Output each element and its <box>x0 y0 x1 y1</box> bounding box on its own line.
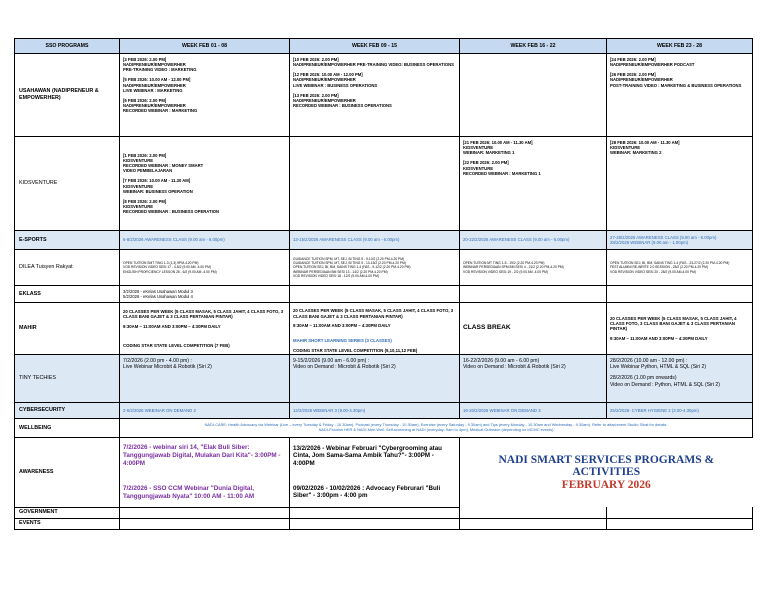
cell-line: RECORDED WEBINAR : MONEY SMART <box>123 163 204 169</box>
cell-line: VOD REVISION VIDEO SESI 17 - 4-5/2 (9.00 AM -4.00 PM) <box>123 265 211 270</box>
awareness-w2-lines <box>293 445 456 500</box>
cell-line: [21 FEB 2026: 10.00 AM - 11.30 AM] <box>463 140 533 145</box>
mahir-short-learning: MAHIR SHORT LEARNING SERIES (3 CLASSES) <box>293 337 392 343</box>
cell-line: [28 FEB 2026: 10.00 AM - 11.30 AM] <box>610 140 680 145</box>
cell-line: 9-15/2/2026 (9.00 am - 6.00 pm) : <box>293 358 370 364</box>
cell-line: OPEN TUITION SEJ, BI, BM, SAINS TING 1-4 (FAS - 23-27/2 (2.20 PM-4.20 PM) <box>610 261 730 266</box>
usahawan-week-1 <box>120 54 290 137</box>
cell-line: OPEN TUITION SEJ, BI, BM, SAINS TING 1-4 (FAS - 9-12/2 (2.20 PM-4.20 PM) <box>293 265 411 270</box>
events-week-2 <box>290 518 460 529</box>
header-week-3: WEEK FEB 16 - 22 <box>460 39 607 54</box>
row-dilea <box>15 250 753 286</box>
program-dilea: DILEA Tuisyen Rakyat <box>15 250 120 286</box>
dilea-week-3 <box>460 250 607 286</box>
cell-line: [22 FEB 2026: 2.00 PM] <box>463 160 509 166</box>
cell-line: VOD REVISION VIDEO SESI 20 - 28/2 (9.00 AM-4.00 PM) <box>610 269 696 274</box>
awareness-w1-lines <box>123 444 286 500</box>
cell-line: [5 FEB 2026: 10.00 AM - 12.00 PM] <box>123 77 191 83</box>
dilea-w2-lines <box>293 257 456 277</box>
cell-line: 16-22/2/2026 (9.00 am - 6.00 pm) <box>463 358 540 364</box>
cell-line: 3/2/2026 - eKelas Usahawan Modul 3 <box>123 288 193 294</box>
schedule-table <box>14 38 753 530</box>
header-week-4: WEEK FEB 23 - 28 <box>607 39 753 54</box>
cell-line: NADIPRENEUR/EMPOWERHER <box>610 77 673 83</box>
wellbeing-all-weeks <box>120 419 753 438</box>
cell-line: 09/02/2026 - 10/02/2026 : Advocacy Februrari "Buli Siber" - 3:00pm - 4:00 pm <box>293 484 441 500</box>
usahawan-week-4 <box>607 54 753 137</box>
government-week-4 <box>607 507 753 518</box>
cybersecurity-week-3: 16-20/2/2026 WEBINAR ON DEMAND 3 <box>460 403 607 419</box>
eklass-w1-lines <box>123 289 286 299</box>
dilea-w1-lines <box>123 261 286 273</box>
dilea-w3-lines <box>463 261 603 273</box>
banner-line-1: NADI SMART SERVICES PROGRAMS & <box>498 453 715 466</box>
events-week-3 <box>460 518 607 529</box>
cell-line: KIDSVENTURE <box>463 145 494 151</box>
usahawan-week-2 <box>290 54 460 137</box>
header-week-2: WEEK FEB 09 - 15 <box>290 39 460 54</box>
esports-week-3: 20-22/2/2026 AWARENESS CLASS (9.00 am - 6.00pm) <box>460 231 607 250</box>
row-esports <box>15 231 753 250</box>
esports-week-1: 6-8/2/2026 AWARENESS CLASS (9.00 am - 6.00pm) <box>120 231 290 250</box>
esports-w4-webinar: 28/2/2026 WEBINAR (9.00 am - 1.00pm) <box>610 240 689 245</box>
cell-line: GUIDANCE TUITION SPM, MT, SEJ, BI TING 5 - 13-15/2 (2.20 PM-4.20 PM) <box>293 261 406 266</box>
government-week-1 <box>120 507 290 518</box>
usahawan-week-3 <box>460 54 607 137</box>
program-esports: E-SPORTS <box>15 231 120 250</box>
esports-week-2: 13-15/2/2026 AWARENESS CLASS (9.00 am - 6.00pm) <box>290 231 460 250</box>
cell-line: VOD REVISION VIDEO SESI 18 - 12/2 (9.00 AM-4.00 PM) <box>293 273 379 278</box>
cell-line: KIDSVENTURE <box>610 145 641 151</box>
cell-line: 9:30AM – 11:00AM AND 3:00PM – 4:30PM DAILY <box>293 323 391 329</box>
cell-line: 13/2/2026 - Webinar Februari "Cybergrooming atau Cinta, Jom Sama-Sama Ambik Tahu?"- 3:00PM - 4:00PM <box>293 444 442 467</box>
cell-line: KIDSVENTURE <box>123 203 154 209</box>
cell-line: Video on Demand : Microbit & Robotik (Siri 2) <box>293 364 396 371</box>
mahir-week-4 <box>607 303 753 355</box>
cell-line: FEST ALUMNI RE-WRITE 2.0 SESSION - 28/2 (2.20 PM-4.20 PM) <box>610 265 708 270</box>
cell-line: NADIPRENEUR/EMPOWERHER <box>123 82 186 88</box>
tinytechies-w4-lines <box>610 358 749 388</box>
wellbeing-nadi-flourish: NADI-Flourish HER & NADI-Men Well: Self-screening at NADI (everyday: 9am to 4pm), Medical Outreach (depending on MCMC events) <box>318 427 554 432</box>
kidsventure-week-4 <box>607 137 753 231</box>
row-eklass <box>15 286 753 303</box>
cell-line: NADIPRENEUR/EMPOWERHER <box>123 102 186 108</box>
cell-line: 7/2/2026 - webinar siri 14, "Elak Buli Siber: Tanggungjawab Digital, Mulakan Dari Kita"- 3:00PM - 4:00PM <box>123 444 281 467</box>
cell-line <box>123 474 286 479</box>
cell-line: NADIPRENEUR/EMPOWERHER <box>293 77 356 83</box>
mahir-w1-lines <box>123 309 286 348</box>
kidsventure-w1-lines <box>123 153 286 214</box>
cell-line: OPEN TUITION SMT TING 1-3 (1,3) 9PM-4.20 PM) <box>123 261 199 266</box>
cell-line: [6 FEB 2026: 2.00 PM] <box>123 97 167 103</box>
cell-line: RECORDED WEBINAR : MARKETING 1 <box>463 170 541 176</box>
banner-line-2: ACTIVITIES <box>572 466 641 479</box>
cell-line: WEBINAR: MARKETING 2 <box>610 150 662 156</box>
cell-line: VIDEO PEMBELAJARAN <box>123 168 173 174</box>
mahir-w2-lines <box>293 308 456 328</box>
kidsventure-w4-lines <box>610 140 749 155</box>
cell-line: Video on Demand : Python, HTML & SQL (Siri 2) <box>610 381 720 388</box>
header-row <box>15 39 753 54</box>
mahir-week-1 <box>120 303 290 355</box>
row-government <box>15 507 753 518</box>
eklass-week-3 <box>460 286 607 303</box>
program-government: GOVERNMENT <box>15 507 120 518</box>
cybersecurity-week-2: 12/2/2026 WEBINAR 3 (9.00-4.30pm) <box>290 403 460 419</box>
cell-line: Live Webinar Python, HTML & SQL (Siri 2) <box>610 364 707 371</box>
cell-line: [26 FEB 2026: 2.00 PM] <box>610 72 656 78</box>
cell-line: WEBINAR PERSEDIAAN SPM BM SESI 4 - 21/2 (2.20 PM-4.20 PM) <box>463 265 564 270</box>
header-programs: SSO PROGRAMS <box>15 39 120 54</box>
tinytechies-week-1 <box>120 355 290 403</box>
cell-line: [24 FEB 2026: 2.00 PM] <box>610 57 656 62</box>
eklass-week-4 <box>607 286 753 303</box>
cell-line: RECORDED WEBINAR : BUSINESS OPERATIONS <box>293 102 392 108</box>
cell-line <box>123 333 286 338</box>
government-week-3 <box>460 507 607 518</box>
row-mahir <box>15 303 753 355</box>
cell-line: POST-TRAINING VIDEO : MARKETING & BUSINESS OPERATIONS <box>610 82 742 88</box>
cybersecurity-week-1: 2-6/2/2026 WEBINAR ON DEMAND 2 <box>120 403 290 419</box>
tinytechies-week-3 <box>460 355 607 403</box>
cell-line: 9:30AM – 11:00AM AND 3:00PM – 4:30PM DAILY <box>123 323 221 329</box>
cell-line: NADIPRENEUR/EMPOWERHER PODCAST <box>610 62 695 68</box>
usahawan-w1-lines <box>123 57 286 113</box>
cell-line: [12 FEB 2026: 10.00 AM - 12.00 PM] <box>293 72 363 78</box>
dilea-week-4 <box>607 250 753 286</box>
kidsventure-w3-lines <box>463 140 603 176</box>
cell-line: KIDSVENTURE <box>123 183 154 189</box>
cell-line: WEBINAR: BUSINESS OPERATION <box>123 188 193 194</box>
cell-line: 20 CLASSES PER WEEK (5 CLASS MASAK, 5 CLASS JAHIT, 4 CLASS FOTO, 3 CLASS BANI GAJET & 3 CLASS PERTANIAN PINTAR) <box>610 315 737 332</box>
mahir-coding-star: CODING STAR STATE LEVEL COMPETITION (9,10,11,12 FEB) <box>293 347 418 353</box>
government-week-2 <box>290 507 460 518</box>
cell-line: [8 FEB 2026: 2.00 PM] <box>123 198 167 204</box>
cell-line: [7 FEB 2026: 10.00 AM - 11.30 AM] <box>123 178 191 184</box>
cell-line: 20 CLASSES PER WEEK (5 CLASS MASAK, 5 CLASS JAHIT, 4 CLASS FOTO, 3 CLASS BANI GAJET & 3 CLASS PERTANIAN PINTAR) <box>293 308 454 319</box>
cell-line: 28/2/2026 (10.00 am - 12.00 pm) : <box>610 358 688 364</box>
dilea-week-2 <box>290 250 460 286</box>
dilea-w4-lines <box>610 261 749 273</box>
cell-line: [10 FEB 2026: 2.00 PM] <box>293 57 339 62</box>
events-week-1 <box>120 518 290 529</box>
nadi-banner-cell <box>460 438 753 508</box>
cell-line: 7/2/2026 - SSO CCM Webinar "Dunia Digital, Tanggungjawab Nyata" 10:00 AM - 11:00 AM <box>123 484 255 500</box>
row-kidsventure <box>15 137 753 231</box>
mahir-class-break: CLASS BREAK <box>460 303 607 355</box>
cell-line: ENGLISH PROFICIENCY LESSON 26 - 6/2 (9.00 AM -4.00 PM) <box>123 269 217 274</box>
awareness-week-1 <box>120 438 290 508</box>
program-kidsventure: KIDSVENTURE <box>15 137 120 231</box>
mahir-week-2 <box>290 303 460 355</box>
cell-line: 7/2/2026 (2.00 pm - 4.00 pm) : <box>123 358 192 364</box>
tinytechies-week-2 <box>290 355 460 403</box>
tinytechies-w3-lines <box>463 358 603 370</box>
cell-line: 9:30AM – 11:00AM AND 3:00PM – 4:30PM DAILY <box>610 335 708 341</box>
cell-line: [1 FEB 2026: 2.00 PM] <box>123 152 167 158</box>
row-wellbeing <box>15 419 753 438</box>
kidsventure-week-2 <box>290 137 460 231</box>
cell-line: 5/2/2026 - eKelas Usahawan Modul 4 <box>123 294 193 299</box>
wellbeing-nadi-care: NADI-CARE: Health Advocacy via Webinar (Live – every Tuesday & Friday - 10.30am), Podcast (every Thursday - 10.30am), Exercise (every Saturday - 9.30am) and Tips (every Monday - 10.30am and Wednesday - 9.30am). Refer to attachment Studio Sihat for details. <box>204 422 668 428</box>
usahawan-w2-lines <box>293 57 456 108</box>
program-tinytechies: TINY TECHIES <box>15 355 120 403</box>
cell-line: PRE-TRAINING VIDEO : MARKETING <box>123 67 197 73</box>
cell-line: NADIPRENEUR/EMPOWERHER <box>293 97 356 103</box>
mahir-w4-lines <box>610 316 749 341</box>
dilea-week-1 <box>120 250 290 286</box>
row-usahawan <box>15 54 753 137</box>
header-week-1: WEEK FEB 01 - 08 <box>120 39 290 54</box>
cell-line: VOD REVISION VIDEO SESI 19 - 2/2 (9.00 AM -4.00 PM) <box>463 269 549 274</box>
banner-month: FEBRUARY 2026 <box>561 478 651 491</box>
cell-line: RECORDED WEBINAR : MARKETING <box>123 108 198 113</box>
cell-line: [3 FEB 2026: 2.00 PM] <box>123 57 167 62</box>
events-week-4 <box>607 518 753 529</box>
tinytechies-w1-lines <box>123 358 286 370</box>
cell-line: WEBINAR: MARKETING 1 <box>463 150 515 156</box>
row-cybersecurity <box>15 403 753 419</box>
cell-line: 20 CLASSES PER WEEK (5 CLASS MASAK, 5 CLASS JAHIT, 4 CLASS FOTO, 3 CLASS BANI GAJET & 3 CLASS PERTANIAN PINTAR) <box>123 309 284 320</box>
cell-line: 28/2/2026 (1.00 pm onwards) <box>610 375 677 382</box>
cell-line: [13 FEB 2026: 2.00 PM] <box>293 92 339 98</box>
cybersecurity-week-4: 25/2/2026- CYBER HYGIENE 2 (3.00-4.30pm) <box>607 403 753 419</box>
nadi-banner <box>463 454 750 492</box>
program-wellbeing: WELLBEING <box>15 419 120 438</box>
program-mahir: MAHIR <box>15 303 120 355</box>
cell-line: Video on Demand : Microbit & Robotik (Siri 2) <box>463 364 566 371</box>
tinytechies-week-4 <box>607 355 753 403</box>
program-events: EVENTS <box>15 518 120 529</box>
cell-line: LIVE WEBINAR : BUSINESS OPERATIONS <box>293 82 378 88</box>
cell-line: NADIPRENEUR/EMPOWERHER PRE-TRAINING VIDEO: BUSINESS OPERATIONS <box>293 62 454 68</box>
cell-line: Live Webinar Microbit & Robotik (Siri 2) <box>123 364 212 371</box>
program-usahawan: USAHAWAN (NADIPRENEUR & EMPOWERHER) <box>15 54 120 137</box>
program-eklass: EKLASS <box>15 286 120 303</box>
row-awareness <box>15 438 753 508</box>
row-tinytechies <box>15 355 753 403</box>
row-events <box>15 518 753 529</box>
kidsventure-week-1 <box>120 137 290 231</box>
eklass-week-1 <box>120 286 290 303</box>
kidsventure-week-3 <box>460 137 607 231</box>
program-cybersecurity: CYBERSECURITY <box>15 403 120 419</box>
cell-line: KIDSVENTURE <box>123 158 154 163</box>
cell-line: CODING STAR STATE LEVEL COMPETITION (7 FEB) <box>123 342 230 348</box>
cell-line: NADIPRENEUR/EMPOWERHER <box>123 62 186 68</box>
cell-line: WEBINAR PERSEDIAAN BM SESI 13 - 14/2 (2.20 PM-4.20 PM) <box>293 269 388 274</box>
usahawan-w4-lines <box>610 57 749 88</box>
program-awareness: AWARENESS <box>15 438 120 508</box>
cell-line: GUIDANCE TUITION SPM, MT, SEJ, BI TING 5 - 9-10/2 (2.20 PM-4.20 PM) <box>293 257 405 262</box>
awareness-week-2 <box>290 438 460 508</box>
cell-line <box>293 474 456 479</box>
cell-line: LIVE WEBINAR : MARKETING <box>123 87 183 93</box>
esports-week-4 <box>607 231 753 250</box>
cell-line: OPEN TUITION MT TING 1-5 - 19/2 (2.20 PM-4.20 PM) <box>463 261 545 266</box>
eklass-week-2 <box>290 286 460 303</box>
cell-line: RECORDED WEBINAR : BUSINESS OPERATION <box>123 209 220 214</box>
cell-line: KIDSVENTURE <box>463 165 494 171</box>
esports-w4-awareness: 27-28/2/2026 AWARENESS CLASS (9.00 am - 6.00pm) <box>610 234 717 240</box>
tinytechies-w2-lines <box>293 358 456 370</box>
